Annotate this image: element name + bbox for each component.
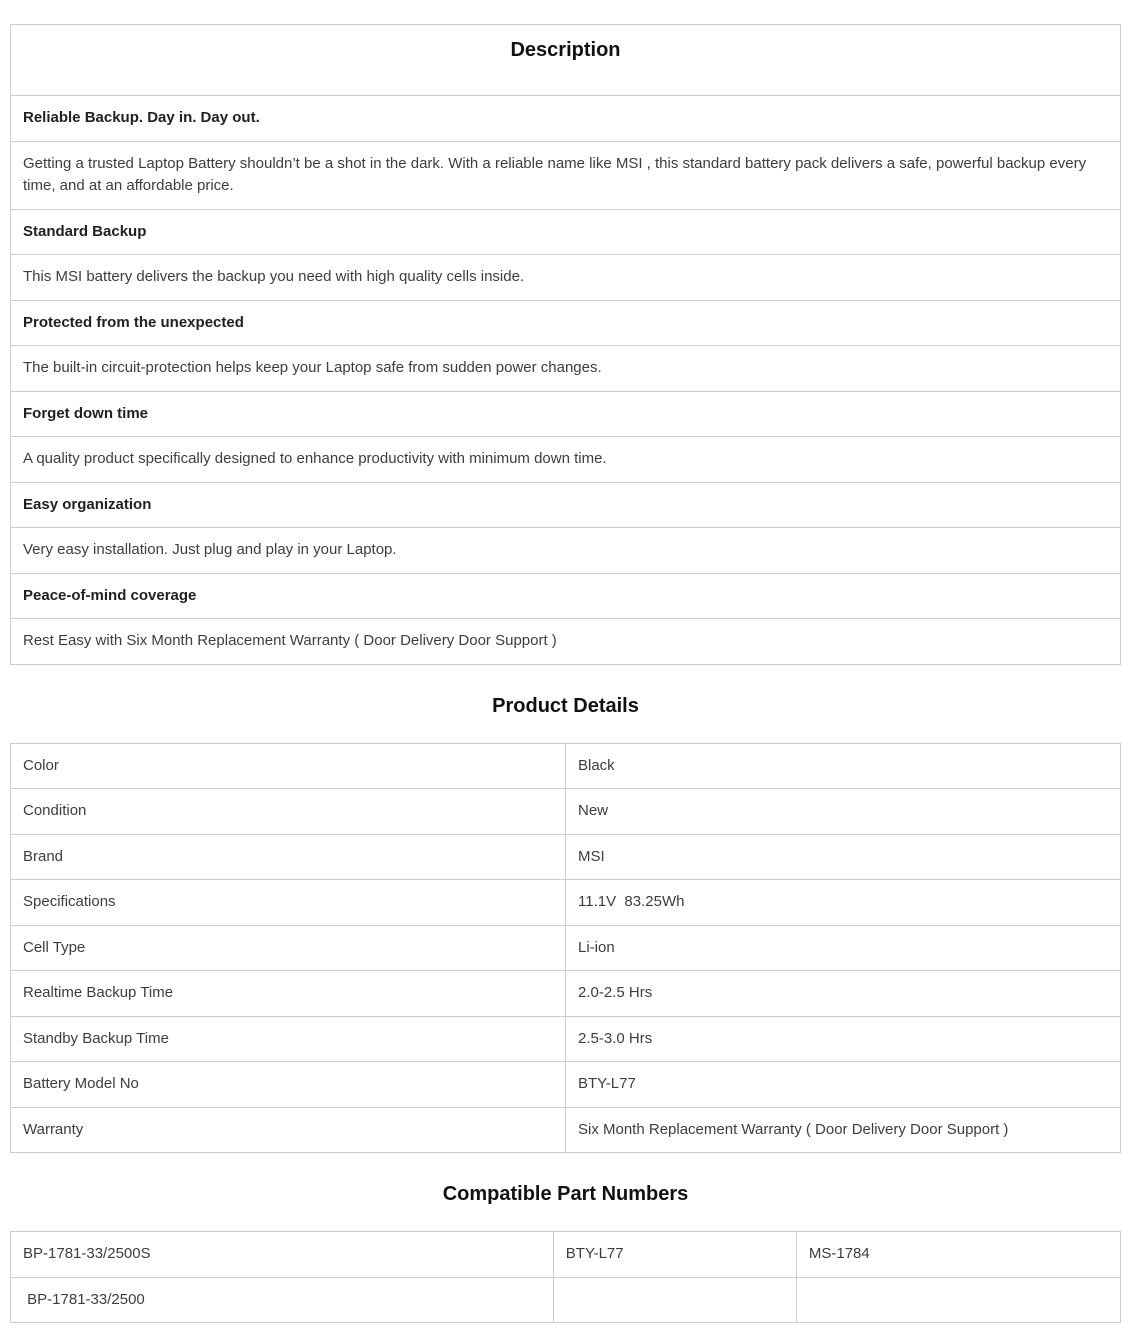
compatible-part-number-cell: BP-1781-33/2500S bbox=[11, 1232, 554, 1278]
product-detail-value: Six Month Replacement Warranty ( Door Delivery Door Support ) bbox=[566, 1107, 1121, 1153]
product-detail-value: Li-ion bbox=[566, 925, 1121, 971]
description-row-heading: Easy organization bbox=[11, 482, 1121, 528]
compatible-part-numbers-title: Compatible Part Numbers bbox=[442, 1183, 689, 1205]
compatible-part-numbers-section bbox=[10, 1181, 1121, 1323]
compatible-part-numbers-table bbox=[10, 1231, 1121, 1323]
product-detail-label: Realtime Backup Time bbox=[11, 971, 566, 1017]
product-detail-label: Cell Type bbox=[11, 925, 566, 971]
product-detail-value: New bbox=[566, 789, 1121, 835]
description-row-text: Rest Easy with Six Month Replacement Warranty ( Door Delivery Door Support ) bbox=[11, 619, 1121, 665]
description-row-heading: Standard Backup bbox=[11, 209, 1121, 255]
description-row-text: Getting a trusted Laptop Battery shouldn’t be a shot in the dark. With a reliable name like MSI , this standard battery pack delivers a safe, powerful backup every time, and at an affordable price. bbox=[11, 141, 1121, 209]
product-details-title: Product Details bbox=[492, 694, 639, 717]
product-detail-row bbox=[11, 971, 1121, 1017]
product-detail-value: Black bbox=[566, 743, 1121, 789]
compatible-part-number-cell bbox=[553, 1277, 796, 1323]
product-detail-value: MSI bbox=[566, 834, 1121, 880]
product-detail-label: Warranty bbox=[11, 1107, 566, 1153]
product-detail-label: Brand bbox=[11, 834, 566, 880]
product-detail-value: 11.1V 83.25Wh bbox=[566, 880, 1121, 926]
description-row-text: Very easy installation. Just plug and play in your Laptop. bbox=[11, 528, 1121, 574]
description-text-row bbox=[11, 619, 1121, 665]
description-text-row bbox=[11, 141, 1121, 209]
description-row-heading: Forget down time bbox=[11, 391, 1121, 437]
description-text-row bbox=[11, 437, 1121, 483]
compatible-part-row bbox=[11, 1232, 1121, 1278]
product-detail-value: 2.0-2.5 Hrs bbox=[566, 971, 1121, 1017]
description-row-heading: Peace-of-mind coverage bbox=[11, 573, 1121, 619]
product-description-page bbox=[0, 24, 1131, 1339]
description-heading-row bbox=[11, 96, 1121, 142]
product-detail-row bbox=[11, 1062, 1121, 1108]
product-detail-row bbox=[11, 1016, 1121, 1062]
description-row-text: This MSI battery delivers the backup you need with high quality cells inside. bbox=[11, 255, 1121, 301]
description-table bbox=[10, 24, 1121, 665]
product-detail-label: Color bbox=[11, 743, 566, 789]
compatible-part-numbers-table-body bbox=[11, 1232, 1121, 1323]
product-detail-value: BTY-L77 bbox=[566, 1062, 1121, 1108]
product-detail-label: Battery Model No bbox=[11, 1062, 566, 1108]
description-section bbox=[10, 24, 1121, 665]
product-detail-label: Specifications bbox=[11, 880, 566, 926]
product-details-table bbox=[10, 743, 1121, 1154]
product-detail-row bbox=[11, 1107, 1121, 1153]
product-detail-row bbox=[11, 925, 1121, 971]
product-detail-row bbox=[11, 789, 1121, 835]
compatible-part-number-cell: MS-1784 bbox=[796, 1232, 1120, 1278]
product-detail-label: Standby Backup Time bbox=[11, 1016, 566, 1062]
compatible-part-number-cell bbox=[796, 1277, 1120, 1323]
product-detail-row bbox=[11, 834, 1121, 880]
description-heading-row bbox=[11, 573, 1121, 619]
compatible-part-number-cell: BTY-L77 bbox=[553, 1232, 796, 1278]
description-row-heading: Protected from the unexpected bbox=[11, 300, 1121, 346]
description-row-heading: Reliable Backup. Day in. Day out. bbox=[11, 96, 1121, 142]
description-row-text: A quality product specifically designed to enhance productivity with minimum down time. bbox=[11, 437, 1121, 483]
description-heading-row bbox=[11, 391, 1121, 437]
description-heading-row bbox=[11, 209, 1121, 255]
product-detail-value: 2.5-3.0 Hrs bbox=[566, 1016, 1121, 1062]
product-detail-row bbox=[11, 880, 1121, 926]
description-text-row bbox=[11, 346, 1121, 392]
description-heading-row bbox=[11, 482, 1121, 528]
description-title-row bbox=[11, 25, 1121, 96]
description-table-body bbox=[11, 96, 1121, 665]
description-heading-row bbox=[11, 300, 1121, 346]
compatible-part-row bbox=[11, 1277, 1121, 1323]
description-row-text: The built-in circuit-protection helps keep your Laptop safe from sudden power changes. bbox=[11, 346, 1121, 392]
description-text-row bbox=[11, 528, 1121, 574]
description-title: Description bbox=[11, 25, 1121, 96]
product-details-table-body bbox=[11, 743, 1121, 1153]
product-detail-row bbox=[11, 743, 1121, 789]
product-details-section bbox=[10, 693, 1121, 1154]
product-detail-label: Condition bbox=[11, 789, 566, 835]
description-text-row bbox=[11, 255, 1121, 301]
compatible-part-number-cell: BP-1781-33/2500 bbox=[11, 1277, 554, 1323]
